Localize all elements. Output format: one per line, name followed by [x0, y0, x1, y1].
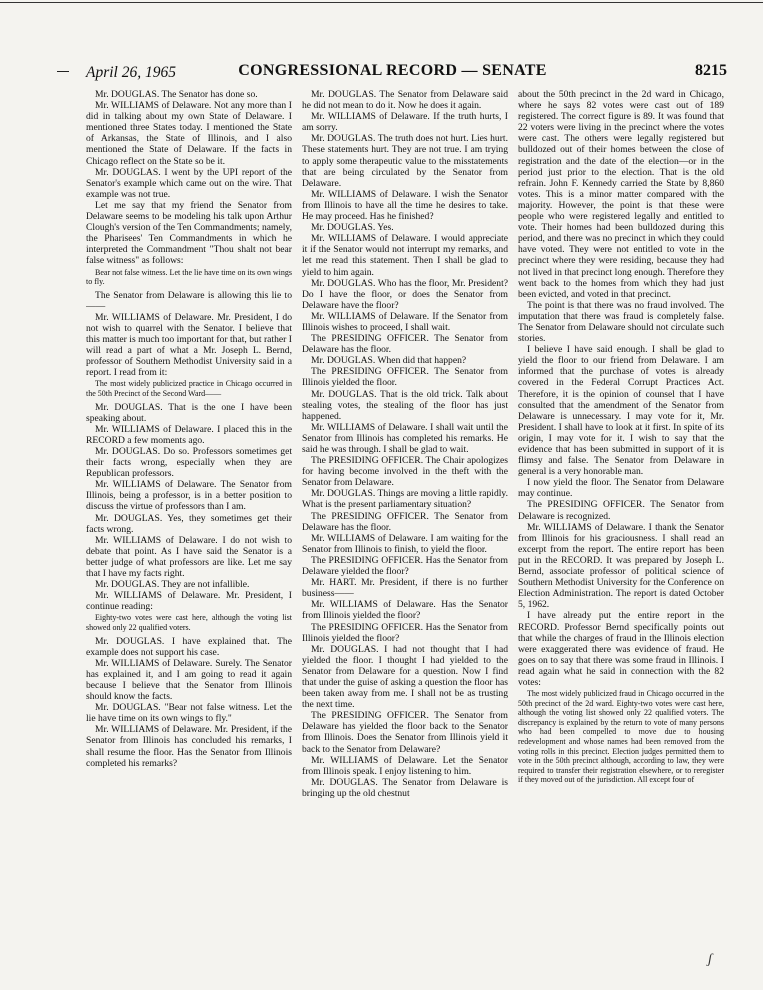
- paragraph: Mr. HART. Mr. President, if there is no further business——: [302, 577, 508, 600]
- paragraph: The PRESIDING OFFICER. The Senator from Illinois yielded the floor.: [302, 366, 508, 389]
- column-2: [302, 89, 508, 984]
- paragraph: Mr. WILLIAMS of Delaware. The Senator from Illinois, being a professor, is in a better position to discuss the virtue of professors than I am.: [86, 479, 292, 513]
- paragraph: The PRESIDING OFFICER. Has the Senator from Illinois yielded the floor?: [302, 621, 508, 644]
- paragraph: Mr. WILLIAMS of Delaware. Let the Senator from Illinois speak. I enjoy listening to him.: [302, 754, 508, 777]
- paragraph: Mr. DOUGLAS. When did that happen?: [311, 355, 467, 367]
- paragraph: Mr. DOUGLAS. "Bear not false witness. Let the lie have time on its own wings to fly.": [86, 702, 292, 725]
- paragraph: The point is that there was no fraud involved. The imputation that there was fraud is completely false. The Senator from Delaware should not circulate such stories.: [518, 299, 724, 345]
- paragraph: Mr. WILLIAMS of Delaware. Mr. President, if the Senator from Illinois has concluded his remarks, I shall resume the floor. Has the Senator from Illinois completed his remarks?: [86, 724, 292, 769]
- paragraph: Let me say that my friend the Senator from Delaware seems to be modeling his talk upon Arthur Clough's version of the Ten Commandments; namely, the Pharisees' Ten Commandments in which he interpreted the Commandment "Thou shalt not bear false witness" as follows:: [86, 199, 292, 267]
- paragraph: Mr. DOUGLAS. Do so. Professors sometimes get their facts wrong, especially when they are Republican professors.: [86, 446, 292, 480]
- quoted-excerpt: Eighty-two votes were cast here, although the voting list showed only 22 qualified voters.: [86, 613, 292, 632]
- column-3: [518, 89, 724, 984]
- paragraph: Mr. DOUGLAS. Who has the floor, Mr. President? Do I have the floor, or does the Senator from Delaware have the floor?: [302, 277, 508, 311]
- paragraph: Mr. DOUGLAS. The truth does not hurt. Lies hurt. These statements hurt. They are not true. I am trying to apply some therapeutic value to the misstatements that are being circulated by the Senator from Delaware.: [302, 133, 508, 189]
- paragraph: Mr. DOUGLAS. Things are moving a little rapidly. What is the present parliamentary situation?: [302, 488, 508, 511]
- paragraph: I now yield the floor. The Senator from Delaware may continue.: [518, 477, 724, 500]
- page-number: 8215: [695, 62, 727, 79]
- paragraph: The PRESIDING OFFICER. Has the Senator from Delaware yielded the floor?: [302, 554, 508, 578]
- paragraph: Mr. WILLIAMS of Delaware. Has the Senator from Illinois yielded the floor?: [302, 599, 508, 622]
- paragraph: Mr. DOUGLAS. I had not thought that I had yielded the floor. I thought I had yielded to the Senator from Delaware for a question. Now I find that under the guise of asking a question the floor has been taken away from me. I shall not be as trusting the next time.: [302, 643, 508, 711]
- column-1: [86, 89, 292, 984]
- paragraph: Mr. DOUGLAS. They are not infallible.: [95, 579, 250, 591]
- paragraph: Mr. DOUGLAS. Yes, they sometimes get their facts wrong.: [86, 512, 292, 535]
- paragraph: Mr. WILLIAMS of Delaware. Mr. President, I continue reading:: [86, 590, 292, 613]
- paragraph: The PRESIDING OFFICER. The Chair apologizes for having become involved in the theft with the Senator from Delaware.: [302, 455, 508, 489]
- paragraph: Mr. DOUGLAS. The Senator has done so.: [95, 89, 258, 100]
- page-mark-glyph: ʃ: [708, 952, 713, 967]
- paragraph: Mr. WILLIAMS of Delaware. Mr. President, I do not wish to quarrel with the Senator. I believe that this matter is much too important for that, but rather I will read a part of what a Mr. Joseph L. Bernd, professor of Southern Methodist University said in a report. I read from it:: [86, 311, 292, 379]
- paragraph: Mr. DOUGLAS. That is the one I have been speaking about.: [86, 401, 292, 424]
- paragraph: Mr. WILLIAMS of Delaware. I thank the Senator from Illinois for his graciousness. I shall read an excerpt from the report. The entire report has been put in the RECORD. It was prepared by Joseph L. Bernd, associate professor of political science of Southern Methodist University for the Conference on Election Administration. The report is dated October 5, 1962.: [518, 521, 724, 611]
- paragraph: Mr. DOUGLAS. I have explained that. The example does not support his case.: [86, 635, 292, 658]
- quoted-excerpt: The most widely publicized fraud in Chicago occurred in the 50th precinct of the 2d ward. Eighty-two votes were cast here, although the voting list showed only 22 qualified voters. The discrepancy is explained by the return to vote of many persons who had been compelled to move due to housing redevelopment and whose names had been removed from the voting rolls in this precinct. Election judges permitted them to vote in the 50th precinct although, according to law, they were required to transfer their registration elsewhere, or to reregister if they moved out of the jurisdiction. All except four of: [518, 689, 724, 785]
- paragraph: The Senator from Delaware is allowing this lie to——: [86, 289, 292, 312]
- header-date: April 26, 1965: [86, 64, 176, 81]
- paragraph: The PRESIDING OFFICER. The Senator from Delaware has the floor.: [302, 510, 508, 533]
- paragraph: I have already put the entire report in the RECORD. Professor Bernd specifically points out that while the charges of fraud in the Illinois election were exaggerated there was evidence of fraud. He goes on to say that there was some fraud in Illinois. I read again what he said in connection with the 82 votes:: [518, 610, 724, 688]
- paragraph: The PRESIDING OFFICER. The Senator from Delaware has yielded the floor back to the Senator from Illinois. Does the Senator from Illinois yield it back to the Senator from Delaware?: [302, 710, 508, 755]
- paragraph: Mr. WILLIAMS of Delaware. Not any more than I did in talking about my own State of Delaware. I mentioned three States today. I mentioned the State of Arkansas, the State of Illinois, and I also mentioned the State of Delaware. If the facts in Chicago reflect on the State so be it.: [86, 100, 292, 167]
- paragraph: Mr. WILLIAMS of Delaware. If the Senator from Illinois wishes to proceed, I shall wait.: [302, 310, 508, 333]
- paragraph: Mr. DOUGLAS. Yes.: [311, 222, 394, 234]
- paragraph: Mr. DOUGLAS. The Senator from Delaware is bringing up the old chestnut: [302, 776, 508, 799]
- paragraph: Mr. WILLIAMS of Delaware. I do not wish to debate that point. As I have said the Senator is a better judge of what professors are like. Let me say that I have my facts right.: [86, 534, 292, 580]
- paragraph: Mr. WILLIAMS of Delaware. I placed this in the RECORD a few moments ago.: [86, 423, 292, 446]
- text-columns: [86, 89, 724, 984]
- paragraph: Mr. WILLIAMS of Delaware. I wish the Senator from Illinois to have all the time he desires to take. He may proceed. Has he finished?: [302, 188, 508, 223]
- quoted-excerpt: Bear not false witness. Let the lie have time on its own wings to fly.: [86, 267, 292, 287]
- paragraph: about the 50th precinct in the 2d ward in Chicago, where he says 82 votes were cast out of 189 registered. The correct figure is 89. It was found that 22 voters were living in the precinct where the votes were cast. The others were legally registered but bulldozed out of their homes between the close of registration and the date of the election—or in the period just prior to the election. That is the old refrain. John F. Kennedy carried the State by 8,860 votes. This is a minor matter compared with the majority. However, the point is that these were people who were registered legally and entitled to vote. Their homes had been bulldozed during this period, and there was no precinct in which they could have voted. They were not entitled to vote in the precinct where they were residing, because they had not lived in that precinct long enough. Therefore they went back to the homes from which they had just been evicted, and voted in that precinct.: [518, 89, 724, 300]
- paragraph: Mr. DOUGLAS. The Senator from Delaware said he did not mean to do it. Now he does it again.: [302, 89, 508, 112]
- paragraph: Mr. DOUGLAS. I went by the UPI report of the Senator's example which came out on the wire. That example was not true.: [86, 166, 292, 200]
- paragraph: Mr. WILLIAMS of Delaware. Surely. The Senator has explained it, and I am going to read it again because I believe that the Senator from Illinois should know the facts.: [86, 657, 292, 703]
- paragraph: Mr. DOUGLAS. That is the old trick. Talk about stealing votes, the stealing of the floor has just happened.: [302, 388, 508, 422]
- header-title: CONGRESSIONAL RECORD — SENATE: [238, 62, 547, 79]
- page-header: [58, 62, 727, 86]
- paragraph: Mr. WILLIAMS of Delaware. I am waiting for the Senator from Illinois to finish, to yield the floor.: [302, 532, 508, 555]
- paragraph: I believe I have said enough. I shall be glad to yield the floor to our friend from Delaware. I am informed that the purchase of votes is already covered in the Federal Corrupt Practices Act. Therefore, it is the opinion of counsel that I have consulted that the amendment of the Senator from Delaware is unnecessary. I may vote for it, Mr. President. I shall have to look at it first. In spite of its origin, I may vote for it. I wish to say that the evidence that has been submitted in support of it is flimsy and false. The Senator from Delaware in general is a very honorable man.: [518, 344, 724, 478]
- paragraph: Mr. WILLIAMS of Delaware. I would appreciate it if the Senator would not interrupt my remarks, and let me read this statement. Then I shall be glad to yield to him again.: [302, 233, 508, 278]
- paragraph: The PRESIDING OFFICER. The Senator from Delaware is recognized.: [518, 499, 724, 522]
- top-rule: [0, 2, 763, 3]
- quoted-excerpt: The most widely publicized practice in Chicago occurred in the 50th Precinct of the Second Ward——: [86, 379, 292, 399]
- paragraph: Mr. WILLIAMS of Delaware. If the truth hurts, I am sorry.: [302, 111, 508, 134]
- paragraph: The PRESIDING OFFICER. The Senator from Delaware has the floor.: [302, 333, 508, 356]
- paragraph: Mr. WILLIAMS of Delaware. I shall wait until the Senator from Illinois has completed his remarks. He said he was through. I shall be glad to wait.: [302, 421, 508, 455]
